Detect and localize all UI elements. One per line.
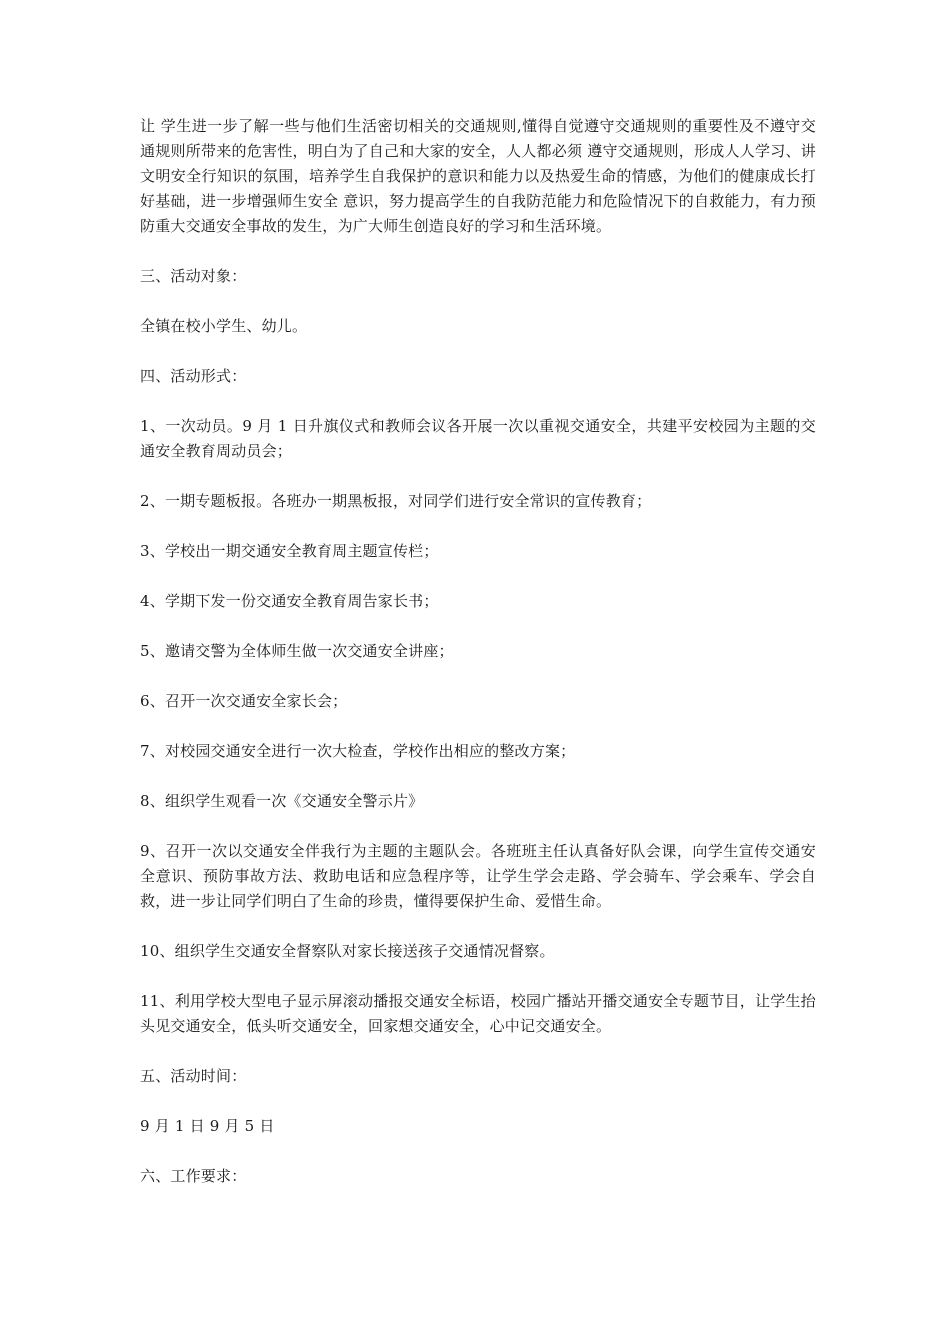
document-body (140, 114, 816, 1189)
section-heading-activity-target: 三、活动对象： (140, 267, 247, 285)
list-item-4: 4、学期下发一份交通安全教育周告家长书； (140, 592, 439, 610)
list-item-1: 1、一次动员。9 月 1 日升旗仪式和教师会议各开展一次以重视交通安全，共建平安校园为主题的交通安全教育周动员会； (140, 417, 816, 460)
list-item-11: 11、利用学校大型电子显示屏滚动播报交通安全标语，校园广播站开播交通安全专题节目，让学生抬头见交通安全，低头听交通安全，回家想交通安全，心中记交通安全。 (140, 992, 816, 1035)
list-item-6: 6、召开一次交通安全家长会； (140, 692, 348, 710)
section-heading-activity-time: 五、活动时间： (140, 1067, 247, 1085)
list-item-7: 7、对校园交通安全进行一次大检查，学校作出相应的整改方案； (140, 742, 576, 760)
list-item-2: 2、一期专题板报。各班办一期黑板报，对同学们进行安全常识的宣传教育； (140, 492, 652, 510)
activity-time-text: 9 月 1 日 9 月 5 日 (140, 1117, 275, 1135)
activity-target-text: 全镇在校小学生、幼儿。 (140, 317, 308, 335)
list-item-5: 5、邀请交警为全体师生做一次交通安全讲座； (140, 642, 454, 660)
section-heading-activity-form: 四、活动形式： (140, 367, 247, 385)
intro-paragraph: 让 学生进一步了解一些与他们生活密切相关的交通规则,懂得自觉遵守交通规则的重要性及不遵守交通规则所带来的危害性，明白为了自己和大家的安全，人人都必须 遵守交通规则，形成人人学习、讲文明安全行知识的氛围，培养学生自我保护的意识和能力以及热爱生命的情感，为他们的健康成长打好基础，进一步增强师生安全 意识，努力提高学生的自我防范能力和危险情况下的自救能力，有力预防重大交通安全事故的发生，为广大师生创造良好的学习和生活环境。 (140, 117, 816, 235)
list-item-3: 3、学校出一期交通安全教育周主题宣传栏； (140, 542, 439, 560)
list-item-8: 8、组织学生观看一次《交通安全警示片》 (140, 792, 424, 810)
list-item-9: 9、召开一次以交通安全伴我行为主题的主题队会。各班班主任认真备好队会课，向学生宣传交通安全意识、预防事故方法、救助电话和应急程序等，让学生学会走路、学会骑车、学会乘车、学会自救，进一步让同学们明白了生命的珍贵，懂得要保护生命、爱惜生命。 (140, 842, 816, 910)
list-item-10: 10、组织学生交通安全督察队对家长接送孩子交通情况督察。 (140, 942, 555, 960)
section-heading-work-requirements: 六、工作要求： (140, 1167, 247, 1185)
